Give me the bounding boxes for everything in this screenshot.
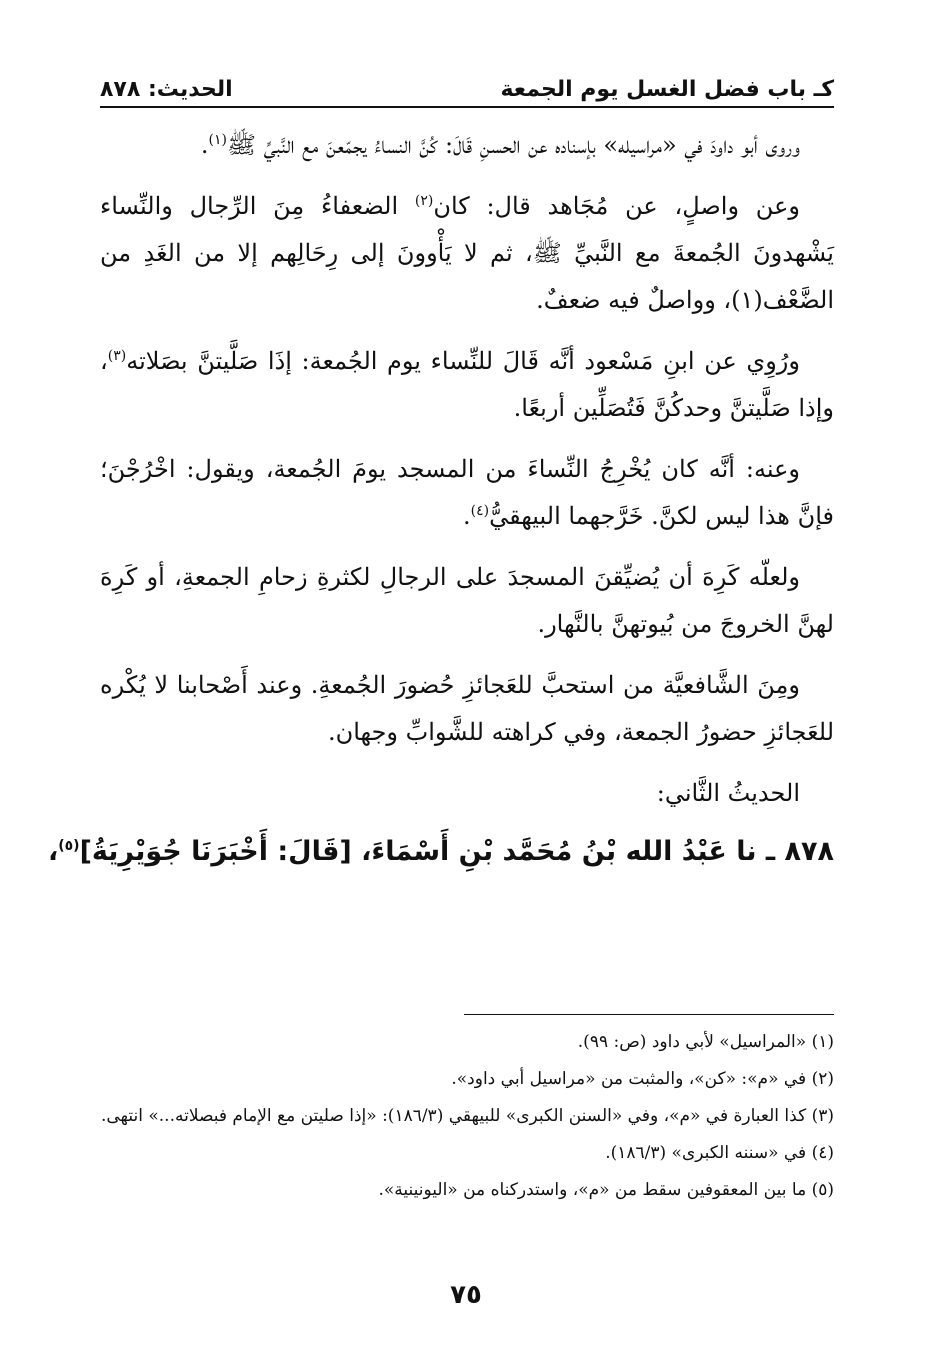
paragraph: ومِنَ الشَّافعيَّة من استحبَّ للعَجائزِ حُضورَ الجُمعةِ. وعند أَصْحابنا لا يُكْره للعَجائزِ حضورُ الجمعة، وفي كراهته للشَّوابِّ وجهان. [100,671,834,746]
footnote-ref: (٣) [107,348,127,364]
footnote-ref: (٤) [470,503,490,519]
footnote: (١) «المراسيل» لأبي داود (ص: ٩٩). [577,1032,834,1052]
footnote: (٥) ما بين المعقوفين سقط من «م»، واستدركناه من «اليونينية». [378,1180,834,1200]
section-label: الحديثُ الثَّاني: [656,779,800,807]
header-rule [100,106,834,108]
running-header [100,66,834,102]
paragraph: وعنه: أنَّه كان يُخْرِجُ النِّساءَ من المسجد يومَ الجُمعة، ويقول: اخْرُجْنَ؛ فإنَّ هذا ليس لكنَّ. خَرَّجهما البيهقيُّ$^{(٤)}$. [100,455,834,530]
hadith-isnad-line: ٨٧٨ ـ نا عَبْدُ الله بْنُ مُحَمَّد بْنِ أَسْمَاءَ، [قَالَ: أَخْبَرَنَا جُوَيْرِيَةُ]$^{(٥)}$، [47,836,834,867]
footnote: (٣) كذا العبارة في «م»، وفي «السنن الكبرى» للبيهقي (١٨٦/٣): «إذا صليتن مع الإمام فبصلاته...» انتهى. [100,1106,834,1126]
footnote-ref: (٥) [58,838,80,854]
paragraph: ولعلّه كَرِهَ أن يُضيِّقنَ المسجدَ على الرجالِ لكثرةِ زحامِ الجمعةِ، أو كَرِهَ لهنَّ الخروجَ من بُيوتهنَّ بالنَّهار. [100,563,834,638]
footnote-rule [464,1014,834,1015]
chapter-title: ﮐـ باب فضل الغسل يوم الجمعة [500,77,834,102]
footnote: (٢) في «م»: «كن»، والمثبت من «مراسيل أبي داود». [451,1069,834,1089]
hadith-number: الحديث: ٨٧٨ [100,77,233,102]
footnote-ref: (١) [208,132,227,148]
paragraph: ورُوِي عن ابنِ مَسْعود أنَّه قَالَ للنِّساء يوم الجُمعة: إذَا صَلَّيتنَّ بصَلاته$^{(٣)}$، وإذا صَلَّيتنَّ وحدكُنَّ فَتُصَلِّين أربعًا. [100,347,834,422]
main-text [47,122,834,877]
page-number: ٧٥ [450,1280,482,1310]
paragraph: وعن واصلٍ، عن مُجَاهد قال: كان$^{(٢)}$ الضعفاءُ مِنَ الرِّجال والنِّساء يَشْهدونَ الجُمعةَ مع النَّبيِّ ﷺ، ثم لا يَأْوونَ إلى رِحَالِهم إلا من الغَدِ من الضَّعْف(١)، وواصلٌ فيه ضعفٌ. [100,192,834,314]
footnotes [100,1026,834,1211]
footnote: (٤) في «سننه الكبرى» (١٨٦/٣). [605,1143,834,1163]
paragraph: وروى أبو داودَ في «مراسيله» بإسناده عن الحسنِ قَالَ: كُنَّ النساءُ يجمّعنَ مع النَّبيِّ ﷺ$^{(١)}$. [200,131,800,159]
footnote-ref: (٢) [414,193,434,209]
